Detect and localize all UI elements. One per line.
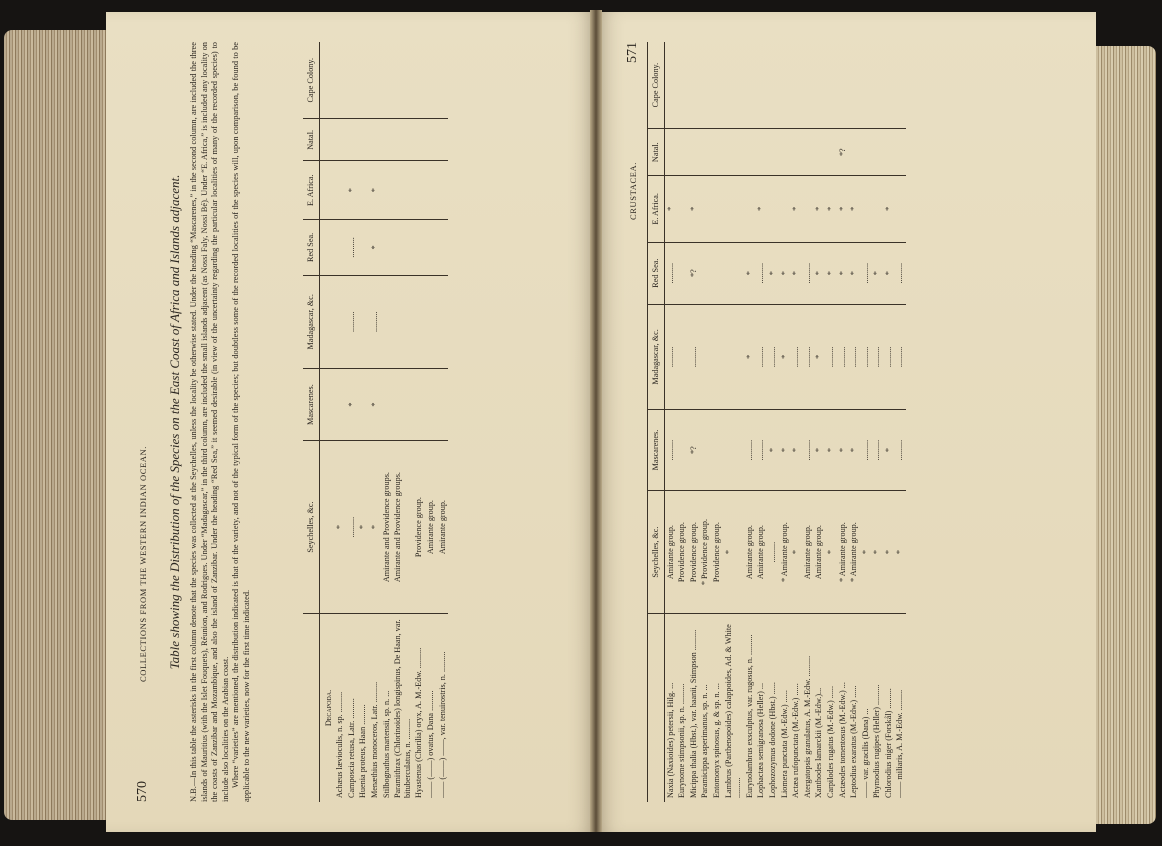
table-row [825,42,837,802]
distribution-cell: * [848,242,860,304]
distribution-cell: .......... [767,491,779,614]
distribution-cell: * [813,409,825,490]
distribution-cell [381,161,393,220]
column-header-cape-colony: Cape Colony. [303,42,319,119]
distribution-cell: * [790,491,802,614]
table-row [381,42,393,802]
distribution-cell: * [790,176,802,242]
species-name-cell: Phymodius rugipes (Heller) .......... [872,684,882,798]
distribution-cell [723,409,744,490]
distribution-cell [413,42,425,119]
distribution-cell: * Providence group. [699,491,711,614]
distribution-cell [723,129,744,176]
distribution-cell [744,129,756,176]
distribution-cell [437,119,449,161]
table-row [767,42,779,802]
column-header-seychelles: Seychelles, &c. [648,491,665,614]
distribution-cell [802,176,814,242]
distribution-cell: * [369,369,381,441]
running-head-right: CRUSTACEA. [628,162,638,220]
table-row [676,42,688,802]
column-header-madagascar: Madagascar, &c. [648,304,665,409]
distribution-cell [392,42,413,119]
left-page [106,12,596,832]
distribution-cell [413,275,425,368]
distribution-cell [357,220,369,275]
distribution-cell [425,161,437,220]
distribution-cell: * [723,491,744,614]
table-row [837,42,849,802]
distribution-cell [688,129,700,176]
species-name-cell: Liomera punctata (M.-Edw.) ...... [779,690,789,798]
table-row [883,42,895,802]
distribution-cell [699,176,711,242]
species-name-cell: Camposcia retusa, Latr. .......... [346,698,356,798]
distribution-cell [437,42,449,119]
distribution-cell: *? [688,242,700,304]
table-row [744,42,756,802]
distribution-cell [676,176,688,242]
distribution-cell: * [883,242,895,304]
species-name-cell: Chlorodius niger (Forskål) .......... [883,688,893,798]
page-number-left: 570 [135,781,150,802]
species-name-cell: Lophozozymus dodone (Hbst.) ...... [767,682,777,798]
table-row [437,42,449,802]
distribution-cell: * [871,242,883,304]
column-header-east-africa: E. Africa. [648,176,665,242]
distribution-cell [802,129,814,176]
distribution-cell [699,129,711,176]
left-page-rotated-content [131,42,571,802]
distribution-cell: Amirante group. [664,491,676,614]
distribution-cell [723,242,744,304]
column-header-mascarenes: Mascarenes. [648,409,665,490]
distribution-cell [894,176,906,242]
distribution-cell [871,176,883,242]
distribution-cell [711,409,723,490]
distribution-cell [437,369,449,441]
distribution-cell: Amirante group. [744,491,756,614]
distribution-cell [894,129,906,176]
distribution-cell: Amirante group. [802,491,814,614]
distribution-cell [392,220,413,275]
species-name-cell: Lambrus (Parthenopoides) calappoides, Ad. & White .......... [723,624,743,798]
distribution-cell [871,129,883,176]
distribution-table-right [647,42,906,802]
distribution-cell [688,42,700,129]
distribution-cell: * [848,409,860,490]
distribution-cell [413,161,425,220]
table-row [357,42,369,802]
distribution-cell [802,42,814,129]
distribution-cell: .......... [664,242,676,304]
distribution-cell: .......... [860,304,872,409]
table-row [848,42,860,802]
distribution-cell [848,42,860,129]
distribution-cell [392,275,413,368]
distribution-cell [699,242,711,304]
table-title: Table showing the Distribution of the Species on the East Coast of Africa and Islands adjacent. [167,174,182,670]
species-name-cell: Achæus lævioculis, n. sp. .......... [335,691,345,798]
distribution-cell: *? [688,409,700,490]
distribution-cell: Providence group. [413,441,425,614]
column-header-madagascar: Madagascar, &c. [303,275,319,368]
species-name-cell: Lophactæa semigranosa (Heller) ... [756,682,766,798]
distribution-cell: * [883,491,895,614]
distribution-cell: * [848,176,860,242]
distribution-cell: * [825,176,837,242]
column-header-mascarenes: Mascarenes. [303,369,319,441]
distribution-cell [676,129,688,176]
distribution-cell: * [825,491,837,614]
species-name-cell: —— var. gracilis (Dana) ... [860,708,870,798]
distribution-cell: .......... [860,409,872,490]
distribution-cell: * [813,242,825,304]
distribution-cell: * [825,409,837,490]
distribution-cell: Amirante and Providence groups. [392,441,413,614]
left-page-edges [4,30,108,820]
distribution-cell [413,369,425,441]
distribution-cell: .......... [894,304,906,409]
distribution-cell: * [860,491,872,614]
distribution-cell [334,220,346,275]
distribution-cell [883,42,895,129]
table-row [894,42,906,802]
species-name-cell: Micippa thalia (Hbst.), var. haanii, Stimpson .......... [688,629,698,798]
distribution-cell: .......... [664,304,676,409]
distribution-cell [357,42,369,119]
distribution-cell: * [790,409,802,490]
table-row [688,42,700,802]
right-page-edges [1090,46,1156,824]
column-header-natal: Natal. [648,129,665,176]
distribution-cell [711,304,723,409]
distribution-cell [392,369,413,441]
species-name-cell: Naxia (Naxioides) petersii, Hilg. ... [665,682,675,798]
distribution-cell: * [871,491,883,614]
table-body-left [319,42,448,802]
distribution-cell [676,42,688,129]
distribution-cell [357,275,369,368]
distribution-cell [723,42,744,129]
distribution-cell: .......... [802,409,814,490]
distribution-cell [334,275,346,368]
distribution-cell: Providence group. [688,491,700,614]
distribution-cell: .......... [790,304,802,409]
distribution-cell [711,176,723,242]
distribution-cell: * [767,409,779,490]
distribution-cell [825,129,837,176]
distribution-cell [425,369,437,441]
distribution-cell: .......... [860,242,872,304]
species-name-cell: —— (——) ovatus, Dana .......... [425,690,435,798]
distribution-cell: * [883,409,895,490]
running-head-left: COLLECTIONS FROM THE WESTERN INDIAN OCEAN. [138,446,148,682]
distribution-cell: *? [837,129,849,176]
distribution-cell [413,119,425,161]
distribution-cell [723,176,744,242]
distribution-cell: .......... [837,304,849,409]
table-row [711,42,723,802]
distribution-cell: .......... [848,304,860,409]
distribution-cell: * [767,242,779,304]
distribution-cell [676,409,688,490]
distribution-cell [664,42,676,129]
table-row [334,42,346,802]
distribution-cell: .......... [744,409,756,490]
distribution-cell [437,220,449,275]
distribution-cell [848,129,860,176]
distribution-cell [860,176,872,242]
distribution-cell: * [779,409,791,490]
distribution-cell [779,42,791,129]
species-name-cell: Hyastenus (Chorilia) oryx, A. M.-Edw. .......... [414,647,424,798]
distribution-cell [744,42,756,129]
distribution-cell [334,119,346,161]
distribution-cell: .......... [755,304,767,409]
distribution-cell: .......... [802,242,814,304]
species-name-cell: Actæodes tomentosus (M.-Edw.) ... [837,682,847,798]
distribution-cell [699,304,711,409]
distribution-cell: Amirante group. [425,441,437,614]
table-row [346,42,358,802]
distribution-cell [755,129,767,176]
distribution-cell: * [779,304,791,409]
distribution-cell [813,129,825,176]
distribution-cell [334,161,346,220]
page-number-right: 571 [625,42,640,63]
distribution-cell [369,119,381,161]
distribution-cell: .......... [883,304,895,409]
distribution-cell: * [688,176,700,242]
distribution-cell [381,275,393,368]
distribution-cell [813,42,825,129]
distribution-cell [790,42,802,129]
distribution-cell: Amirante and Providence groups. [381,441,393,614]
column-header-red-sea: Red Sea. [303,220,319,275]
right-page-rotated-content [621,42,1071,802]
distribution-cell: * Amirante group. [779,491,791,614]
distribution-cell [676,304,688,409]
table-row [790,42,802,802]
distribution-cell [357,119,369,161]
distribution-cell [755,42,767,129]
distribution-cell: .......... [802,304,814,409]
table-body-right [664,42,906,802]
distribution-cell: .......... [755,409,767,490]
distribution-cell [346,119,358,161]
column-header-red-sea: Red Sea. [648,242,665,304]
species-name-cell: Leptodius exaratus (M.-Edw.) ...... [849,685,859,798]
table-row [755,42,767,802]
species-name-cell: Paramithrax (Chlorinoides) longispinus, De Haan, var. bituberculatus, n. .......... [393,619,412,798]
distribution-cell [837,42,849,129]
species-name-cell: Actæa rufopunctata (M.-Edw.) ...... [791,683,801,798]
distribution-cell: .......... [825,304,837,409]
distribution-cell [711,42,723,129]
distribution-cell [334,42,346,119]
distribution-cell [779,129,791,176]
distribution-cell: .......... [346,275,358,368]
distribution-cell [425,42,437,119]
distribution-cell: * [790,242,802,304]
table-row [425,42,437,802]
distribution-cell: * [346,161,358,220]
distribution-cell [425,119,437,161]
species-name-cell: Stilbognathus martensii, sp. n. ... [381,690,391,798]
distribution-cell: .......... [664,409,676,490]
distribution-cell [860,42,872,129]
species-name-cell: Huenia proteus, Haan .......... [358,704,368,798]
distribution-cell: .......... [755,242,767,304]
distribution-cell: .......... [346,441,358,614]
table-row [392,42,413,802]
species-name-cell: Eurynome stimpsonii, sp. n. .......... [677,683,687,798]
column-header-cape-colony: Cape Colony. [648,42,665,129]
distribution-cell [699,42,711,129]
distribution-cell [381,119,393,161]
distribution-cell [825,42,837,129]
right-page [596,12,1096,832]
distribution-cell: * [837,409,849,490]
table-header-row-right [648,42,665,802]
distribution-cell: * [813,304,825,409]
distribution-cell [381,369,393,441]
distribution-cell [860,129,872,176]
species-name-cell: Menæthius monoceros, Latr. .......... [369,681,379,798]
column-header-seychelles: Seychelles, &c. [303,441,319,614]
species-name-cell: —— (——) ——, var. tenuirostris, n. .......... [437,651,447,798]
distribution-cell: Amirante group. [755,491,767,614]
table-row [369,42,381,802]
book-gutter [590,10,602,832]
distribution-cell: * [755,176,767,242]
column-header-species [648,614,665,803]
distribution-cell: * [369,441,381,614]
distribution-cell [357,369,369,441]
distribution-cell: * [883,176,895,242]
distribution-cell [779,176,791,242]
table-header-row [303,42,319,802]
distribution-cell: Providence group. [711,491,723,614]
table-row [779,42,791,802]
distribution-cell: * [346,369,358,441]
species-name-cell: Xanthodes lamarckii (M.-Edw.)... [814,687,824,798]
distribution-cell [883,129,895,176]
column-header-species [303,614,319,803]
distribution-cell [369,42,381,119]
table-row [699,42,711,802]
group-heading-decapoda: Decapoda. [323,689,333,727]
distribution-cell [664,129,676,176]
species-name-cell: Eurynolambrus exsculptus, var. rugosus, n. .......... [744,634,754,798]
distribution-cell: .......... [871,409,883,490]
distribution-cell [357,161,369,220]
distribution-cell [894,42,906,129]
table-row [860,42,872,802]
distribution-cell: * [744,242,756,304]
distribution-cell [767,129,779,176]
distribution-cell [711,242,723,304]
species-name-cell: Entomonyx spinosus, g. & sp. n. ... [711,683,721,798]
distribution-cell: * [837,176,849,242]
distribution-cell [676,242,688,304]
column-header-natal: Natal. [303,119,319,161]
distribution-cell [711,129,723,176]
species-name-cell: Paramicippa asperimanus, sp. n. ... [700,684,710,798]
distribution-cell [744,176,756,242]
note-paragraph-2: Where “varieties” are mentioned, the distribution indicated is that of the variety, and not of the typical form of the species; but doubtless some of the recorded localities of the species will, upon comparison, be found to be applicable to the new varieties, now for the first time indicated. [231,42,251,802]
distribution-cell: .......... [369,275,381,368]
distribution-cell [392,161,413,220]
distribution-cell: .......... [871,304,883,409]
distribution-cell [425,275,437,368]
distribution-cell: * [357,441,369,614]
distribution-cell [413,220,425,275]
distribution-cell [437,275,449,368]
distribution-cell [392,119,413,161]
distribution-cell [723,304,744,409]
distribution-cell [381,220,393,275]
distribution-cell [334,369,346,441]
note-paragraph-1: N.B.—In this table the asterisks in the first column denote that the species was collected at the Seychelles, unless the locality be otherwise stated. Under the heading “Mascarenes,” in the second column, are included the three islands of Mauritius (with the Islet Fouquets), Réunion, and Rodrigues. Under “Madagascar,” in the third column, are included the small islands adjacent (as Nossi Faly, Nossi Bé). Under “E. Africa,” is included any locality on the coasts of Zanzibar and Mozambique, and also the island of Zanzibar. Under the heading “Red Sea,” it seemed desirable (in view of the uncertainty regarding the particular localities of many of the recorded species) to include also localities on the Arabian coast. [189,42,230,802]
table-row [664,42,676,802]
species-name-cell: Carpilodes rugatus (M.-Edw.) ...... [825,685,835,798]
distribution-cell: * [813,176,825,242]
distribution-table-left [303,42,448,802]
distribution-cell [767,42,779,129]
distribution-cell: .......... [346,220,358,275]
distribution-cell [871,42,883,129]
distribution-cell: * [894,491,906,614]
distribution-cell: .......... [894,409,906,490]
distribution-cell [767,176,779,242]
distribution-cell: .......... [767,304,779,409]
distribution-cell: * [825,242,837,304]
distribution-cell [437,161,449,220]
distribution-cell [346,42,358,119]
distribution-cell [425,220,437,275]
distribution-cell: * [837,242,849,304]
distribution-cell: Providence group. [676,491,688,614]
column-header-east-africa: E. Africa. [303,161,319,220]
distribution-cell: Amirante group. [437,441,449,614]
distribution-cell [381,42,393,119]
table-row [723,42,744,802]
distribution-cell: * Amirante group. [837,491,849,614]
distribution-cell: * [369,220,381,275]
species-name-cell: —— miliaris, A. M.-Edw. .......... [895,689,905,798]
table-row [871,42,883,802]
distribution-cell: * [369,161,381,220]
distribution-cell: * Amirante group. [848,491,860,614]
distribution-cell [699,409,711,490]
distribution-cell: .......... [688,304,700,409]
distribution-cell: * [664,176,676,242]
distribution-cell [790,129,802,176]
distribution-cell: * [779,242,791,304]
distribution-cell: Amirante group. [813,491,825,614]
species-name-cell: Atergatopsis granulatus, A. M.-Edw. .......... [802,655,812,798]
distribution-cell: * [334,441,346,614]
table-row [413,42,425,802]
distribution-cell: .......... [894,242,906,304]
table-row [813,42,825,802]
distribution-cell: * [744,304,756,409]
table-row [802,42,814,802]
